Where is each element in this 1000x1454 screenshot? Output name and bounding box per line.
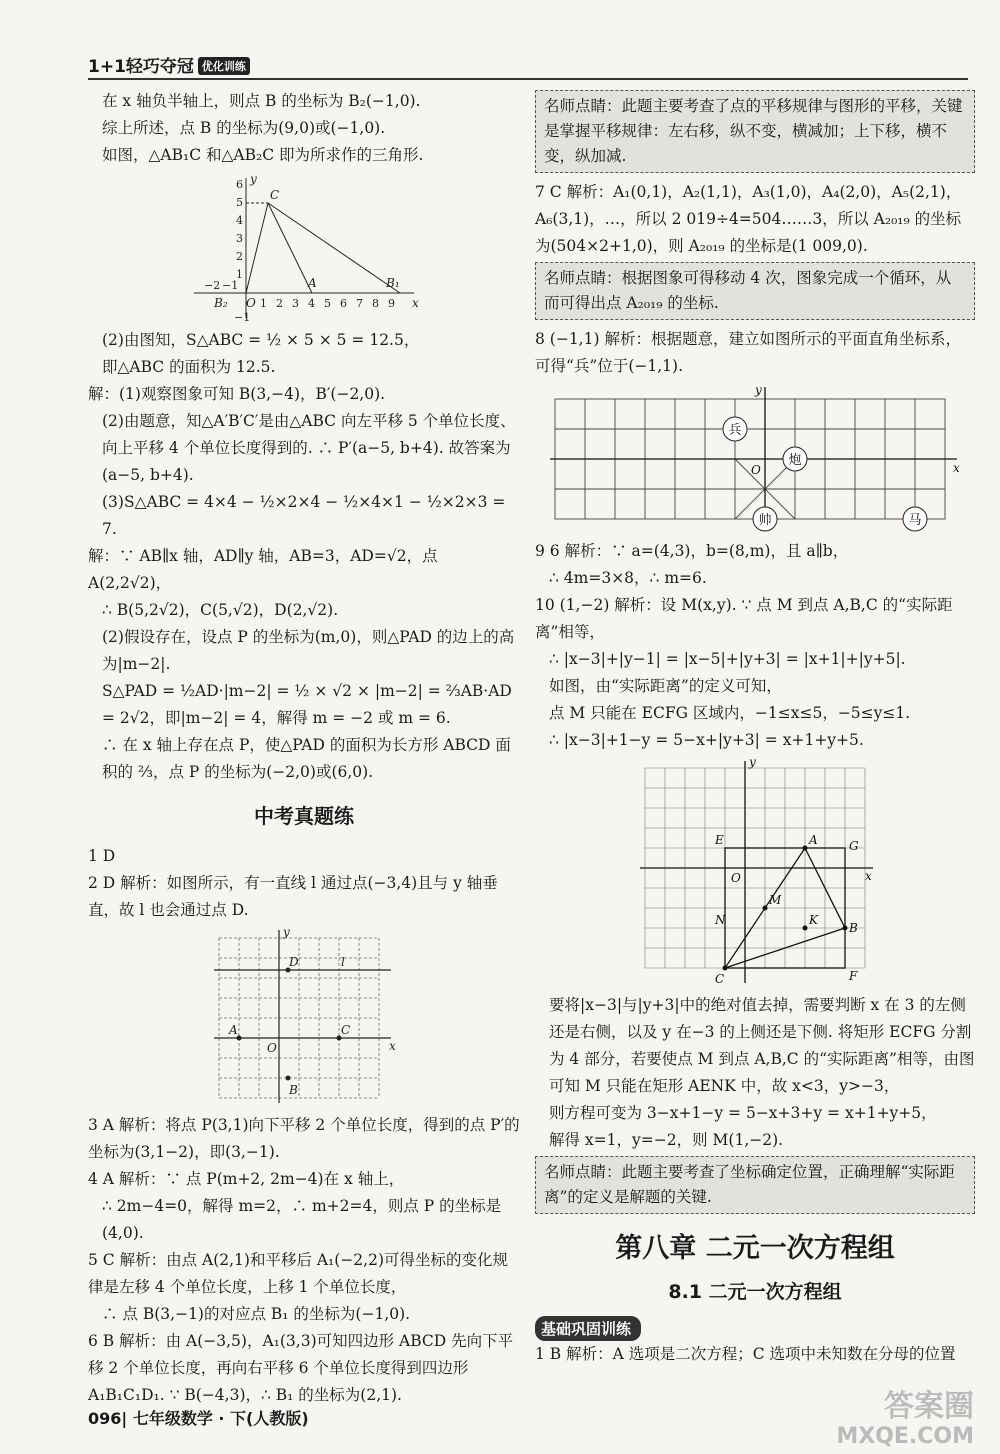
svg-text:C: C bbox=[715, 972, 725, 986]
svg-text:7: 7 bbox=[356, 297, 363, 310]
piece-shuai: 帅 bbox=[758, 513, 772, 528]
page-footer: 096| 七年级数学 · 下(人教版) bbox=[88, 1409, 309, 1428]
svg-text:K: K bbox=[809, 913, 818, 927]
svg-text:8: 8 bbox=[372, 297, 379, 310]
svg-text:−2: −2 bbox=[204, 279, 221, 292]
text-line: 5 C 解析：由点 A(2,1)和平移后 A₁(−2,2)可得坐标的变化规律是左移 4 个单位长度，上移 1 个单位长度， bbox=[88, 1251, 509, 1296]
tip-box: 名师点睛：根据图象可得移动 4 次，图象完成一个循环，从而可得出点 A₂₀₁₉ 的坐标. bbox=[535, 262, 975, 320]
text-line: 9 6 解析：∵ a=(4,3)，b=(8,m)，且 a∥b， bbox=[535, 542, 849, 560]
rect-figure bbox=[635, 758, 875, 988]
svg-text:O: O bbox=[267, 1041, 277, 1055]
svg-text:C: C bbox=[341, 1023, 351, 1037]
text-line: 则方程可变为 3−x+1−y = 5−x+3+y = x+1+y+5， bbox=[549, 1104, 937, 1122]
text-line: 解：∵ AB∥x 轴，AD∥y 轴，AB=3，AD=√2，点 A(2,2√2)， bbox=[88, 547, 438, 592]
svg-text:1: 1 bbox=[260, 297, 267, 310]
watermark-url: MXQE.COM bbox=[836, 1424, 974, 1449]
svg-text:6: 6 bbox=[236, 178, 243, 191]
section-badge: 基础巩固训练 bbox=[535, 1316, 641, 1341]
tip-box: 名师点睛：此题主要考查了坐标确定位置，正确理解“实际距离”的定义是解题的关键. bbox=[535, 1156, 975, 1214]
label-A: A bbox=[308, 276, 317, 290]
svg-text:O: O bbox=[731, 871, 741, 885]
watermark bbox=[836, 1389, 974, 1452]
chapter-title: 第八章 二元一次方程组 bbox=[615, 1233, 895, 1264]
svg-text:−1: −1 bbox=[222, 279, 239, 292]
svg-text:y: y bbox=[283, 928, 290, 939]
text-line: 综上所述，点 B 的坐标为(9,0)或(−1,0). bbox=[102, 119, 386, 137]
svg-text:2: 2 bbox=[276, 297, 283, 310]
svg-text:B: B bbox=[289, 1083, 298, 1097]
svg-text:x: x bbox=[865, 869, 872, 883]
text-line: 如图，△AB₁C 和△AB₂C 即为所求作的三角形. bbox=[102, 146, 424, 164]
svg-text:G: G bbox=[849, 839, 859, 853]
text-line: ∴ |x−3|+1−y = 5−x+|y+3| = x+1+y+5. bbox=[549, 731, 864, 749]
text-line: ∴ B(5,2√2)，C(5,√2)，D(2,√2). bbox=[102, 601, 339, 619]
piece-pao: 炮 bbox=[788, 453, 802, 468]
header bbox=[88, 52, 968, 80]
text-line: 要将|x−3|与|y+3|中的绝对值去掉，需要判断 x 在 3 的左侧还是右侧，以及 y 在−3 的上侧还是下侧. 将矩形 ECFG 分割为 4 部分，若要使点 M 到点 A,B,C 的“实际距离”相等，由图可知 M 只能在矩形 AENK 中，故 x<3，y>−3， bbox=[549, 996, 975, 1095]
svg-text:N: N bbox=[715, 913, 726, 927]
svg-text:F: F bbox=[849, 969, 858, 983]
svg-text:5: 5 bbox=[236, 196, 243, 209]
triangle-edge bbox=[268, 203, 400, 293]
svg-text:A: A bbox=[809, 833, 818, 847]
svg-text:x: x bbox=[389, 1039, 396, 1053]
text-line: 解：(1)观察图象可知 B(3,−4)，B′(−2,0). bbox=[88, 385, 386, 403]
text-line: 7 C 解析：A₁(0,1)，A₂(1,1)，A₃(1,0)，A₄(2,0)，A₅(2,1)，A₆(3,1)，…，所以 2 019÷4=504……3，所以 A₂₀₁₉ 的坐标为(504×2+1,0)，则 A₂₀₁₉ 的坐标是(1 009,0). bbox=[535, 183, 962, 255]
text-line: ∴ 4m=3×8，∴ m=6. bbox=[549, 569, 707, 587]
svg-text:2: 2 bbox=[236, 250, 243, 263]
right-column bbox=[535, 88, 975, 1368]
svg-text:y: y bbox=[749, 758, 756, 769]
text-line: 6 B 解析：由 A(−3,5)，A₁(3,3)可知四边形 ABCD 先向下平移 2 个单位长度，再向右平移 6 个单位长度得到四边形 A₁B₁C₁D₁. ∵ B(−4,3)，∴ B₁ 的坐标为(2,1). bbox=[88, 1332, 514, 1404]
svg-text:3: 3 bbox=[292, 297, 299, 310]
brand-logo bbox=[88, 52, 250, 77]
svg-text:5: 5 bbox=[324, 297, 331, 310]
text-line: ∴ 点 B(3,−1)的对应点 B₁ 的坐标为(−1,0). bbox=[102, 1305, 411, 1323]
text-line: ∴ 2m−4=0，解得 m=2，∴ m+2=4，则点 P 的坐标是(4,0). bbox=[102, 1197, 502, 1242]
text-line: (2)假设存在，设点 P 的坐标为(m,0)，则△PAD 的边上的高为|m−2|. bbox=[102, 628, 515, 673]
svg-text:6: 6 bbox=[340, 297, 347, 310]
svg-text:−1: −1 bbox=[234, 311, 251, 323]
text-line: = 2√2，即|m−2| = 4，解得 m = −2 或 m = 6. bbox=[102, 709, 451, 727]
svg-text:M: M bbox=[769, 893, 782, 907]
tip-box: 名师点睛：此题主要考查了点的平移规律与图形的平移，关键是掌握平移规律：左右移，纵不变，横减加；上下移，横不变，纵加减. bbox=[535, 90, 975, 173]
svg-text:y: y bbox=[755, 384, 762, 397]
grid-figure bbox=[209, 928, 399, 1108]
svg-text:1: 1 bbox=[236, 268, 243, 281]
watermark-text: 答案圈 bbox=[884, 1389, 974, 1424]
label-B1: B₁ bbox=[386, 276, 400, 290]
subsection-title: 8.1 二元一次方程组 bbox=[668, 1281, 842, 1303]
svg-text:4: 4 bbox=[236, 214, 243, 227]
svg-text:E: E bbox=[715, 833, 724, 847]
text-line: 即△ABC 的面积为 12.5. bbox=[102, 358, 276, 376]
label-x: x bbox=[412, 296, 419, 310]
svg-text:l: l bbox=[341, 955, 345, 969]
text-line: S△PAD = ½AD·|m−2| = ½ × √2 × |m−2| = ⅔AB·AD bbox=[102, 682, 512, 700]
label-C: C bbox=[270, 188, 280, 202]
label-O: O bbox=[246, 296, 256, 310]
text-line: 1 D bbox=[88, 847, 116, 865]
svg-text:A: A bbox=[229, 1023, 238, 1037]
label-B2: B₂ bbox=[214, 296, 228, 310]
triangle-edge bbox=[268, 203, 312, 293]
svg-text:B: B bbox=[849, 921, 858, 935]
text-line: 2 D 解析：如图所示，有一直线 l 通过点(−3,4)且与 y 轴垂直，故 l 也会通过点 D. bbox=[88, 874, 498, 919]
text-line: 10 (1,−2) 解析：设 M(x,y). ∵ 点 M 到点 A,B,C 的“实际距离”相等， bbox=[535, 596, 953, 641]
triangle-figure bbox=[184, 173, 424, 323]
label-y: y bbox=[250, 173, 257, 186]
svg-text:4: 4 bbox=[308, 297, 315, 310]
piece-ma: 马 bbox=[908, 513, 922, 528]
svg-text:x: x bbox=[953, 461, 960, 475]
text-line: 如图，由“实际距离”的定义可知， bbox=[549, 677, 782, 695]
text-line: (2)由图知，S△ABC = ½ × 5 × 5 = 12.5， bbox=[102, 331, 420, 349]
text-line: 点 M 只能在 ECFG 区域内，−1≤x≤5，−5≤y≤1. bbox=[549, 704, 911, 722]
brand-text: 1+1轻巧夺冠 bbox=[88, 57, 194, 77]
text-line: 1 B 解析：A 选项是二次方程；C 选项中未知数在分母的位置 bbox=[535, 1345, 956, 1363]
svg-text:3: 3 bbox=[236, 232, 243, 245]
text-line: 8 (−1,1) 解析：根据题意，建立如图所示的平面直角坐标系，可得“兵”位于(−1,1). bbox=[535, 330, 961, 375]
text-line: ∴ |x−3|+|y−1| = |x−5|+|y+3| = |x+1|+|y+5|. bbox=[549, 650, 906, 668]
section-title: 中考真题练 bbox=[254, 804, 354, 828]
text-line: (3)S△ABC = 4×4 − ½×2×4 − ½×4×1 − ½×2×3 = 7. bbox=[102, 493, 506, 538]
brand-tag: 优化训练 bbox=[198, 57, 250, 75]
text-line: 在 x 轴负半轴上，则点 B 的坐标为 B₂(−1,0). bbox=[102, 92, 421, 110]
text-line: 4 A 解析：∵ 点 P(m+2, 2m−4)在 x 轴上， bbox=[88, 1170, 405, 1188]
text-line: 3 A 解析：将点 P(3,1)向下平移 2 个单位长度，得到的点 P′的坐标为(3,1−2)，即(3,−1). bbox=[88, 1116, 520, 1161]
text-line: 解得 x=1，y=−2，则 M(1,−2). bbox=[549, 1131, 784, 1149]
triangle-edge bbox=[246, 203, 268, 293]
piece-bing: 兵 bbox=[728, 423, 742, 438]
svg-text:O: O bbox=[751, 463, 761, 477]
text-line: ∴ 在 x 轴上存在点 P，使△PAD 的面积为长方形 ABCD 面积的 ⅔，点 P 的坐标为(−2,0)或(6,0). bbox=[102, 736, 511, 781]
left-column bbox=[88, 88, 520, 1409]
svg-text:9: 9 bbox=[388, 297, 395, 310]
text-line: (2)由题意，知△A′B′C′是由△ABC 向左平移 5 个单位长度、向上平移 4 个单位长度得到的. ∴ P′(a−5, b+4). 故答案为(a−5, b+4). bbox=[102, 412, 516, 484]
svg-text:D: D bbox=[289, 955, 299, 969]
chess-figure bbox=[545, 384, 965, 534]
